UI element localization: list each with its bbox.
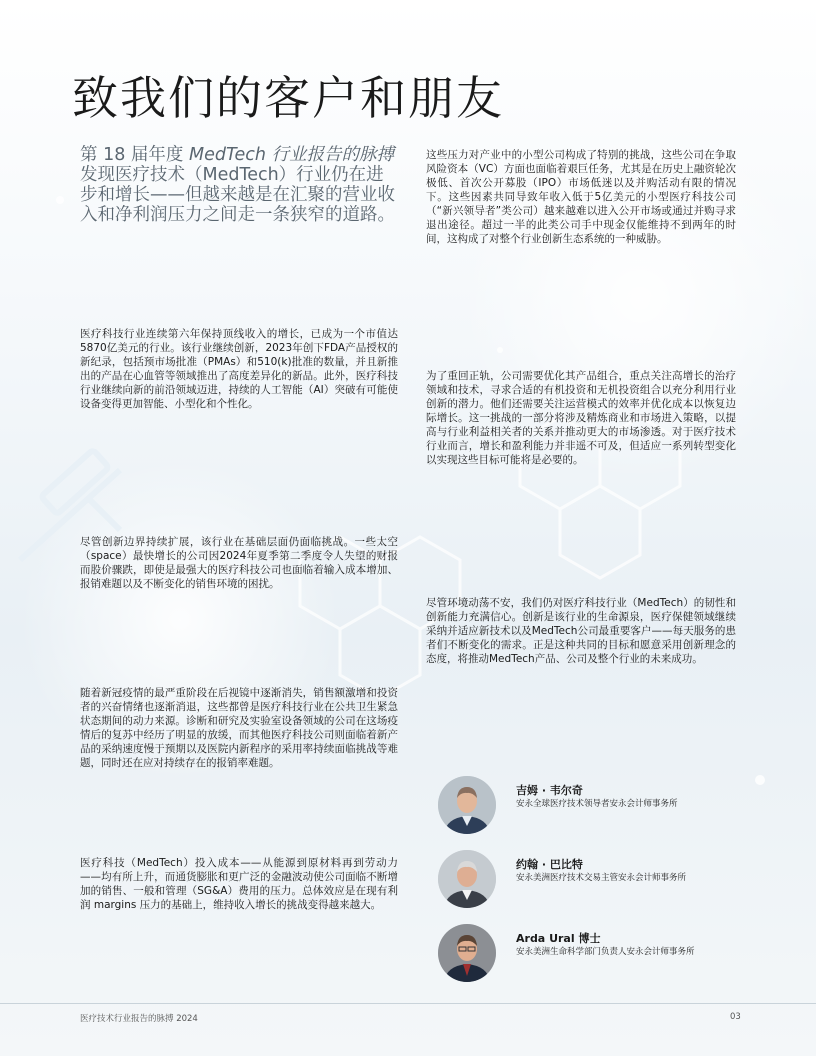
avatar [438, 776, 496, 834]
intro-text-start: 第 18 届年度 [80, 145, 189, 165]
left-paragraph-3: 随着新冠疫情的最严重阶段在后视镜中逐渐消失，销售额激增和投资者的兴奋情绪也逐渐消退，这些都曾是医疗科技行业在公共卫生紧急状态期间的动力来源。诊断和研究及实验室设备领域的公司在这场疫情后的复苏中经历了明显的放缓，而其他医疗科技公司则面临着新产品的采纳速度慢于预期以及医院内新程序的采用率持续面临挑战等难题，同时还在应对持续存在的报销率难题。 [80, 687, 398, 769]
page-title: 致我们的客户和朋友 [72, 71, 504, 125]
right-paragraph-1: 这些压力对产业中的小型公司构成了特别的挑战，这些公司在争取风险资本（VC）方面也面临着艰巨任务，尤其是在历史上融资轮次极低、首次公开募股（IPO）市场低迷以及并购活动有限的情况下。这些因素共同导致年收入低于5亿美元的小型医疗科技公司（“新兴领导者”类公司）越来越难以进入公开市场或通过并购寻求退出途径。超过一半的此类公司手中现金仅能维持不到两年的时间，这构成了对整个行业创新生态系统的一种威胁。 [426, 149, 736, 245]
right-paragraph-3: 尽管环境动荡不安，我们仍对医疗科技行业（MedTech）的韧性和创新能力充满信心。创新是该行业的生命源泉，医疗保健领域继续采纳并适应新技术以及MedTech公司最重要客户——每天服务的患者们不断变化的需求。正是这种共同的目标和愿意采用创新理念的态度，将推动MedTech产品、公司及整个行业的未来成功。 [426, 597, 736, 665]
footer-report-title: 医疗技术行业报告的脉搏 2024 [80, 1014, 198, 1024]
signatory-name: 吉姆 · 韦尔奇 [516, 784, 583, 797]
signatory-name: Arda Ural 博士 [516, 932, 601, 945]
avatar [438, 924, 496, 982]
intro-paragraph [80, 145, 398, 225]
right-paragraph-2: 为了重回正轨，公司需要优化其产品组合，重点关注高增长的治疗领域和技术，寻求合适的有机投资和无机投资组合以充分利用行业创新的潜力。他们还需要关注运营模式的效率并优化成本以恢复边际增长。这一挑战的一部分将涉及精炼商业和市场进入策略，以提高与行业利益相关者的关系并推动更大的市场渗透。对于医疗技术行业而言，增长和盈利能力并非遥不可及，但适应一系列转型变化以实现这些目标可能将是必要的。 [426, 370, 736, 466]
signatory-name: 约翰 · 巴比特 [516, 858, 583, 871]
signatory-role: 安永全球医疗技术领导者安永会计师事务所 [516, 799, 678, 809]
footer-divider [0, 1003, 816, 1004]
signatory-2 [438, 850, 738, 910]
page-number: 03 [730, 1012, 741, 1022]
left-paragraph-4: 医疗科技（MedTech）投入成本——从能源到原材料再到劳动力——均有所上升，而通货膨胀和更广泛的金融波动使公司面临不断增加的销售、一般和管理（SG&A）费用的压力。总体效应是在现有利润 margins 压力的基础上，维持收入增长的挑战变得越来越大。 [80, 857, 398, 911]
signatory-3 [438, 924, 738, 984]
left-paragraph-2: 尽管创新边界持续扩展，该行业在基础层面仍面临挑战。一些太空（space）最快增长的公司因2024年夏季第二季度令人失望的财报而股价骤跌，即使是最强大的医疗科技公司也面临着输入成本增加、报销难题以及不断变化的销售环境的困扰。 [80, 536, 398, 590]
signatory-1 [438, 776, 738, 836]
avatar [438, 850, 496, 908]
signatory-role: 安永美洲生命科学部门负责人安永会计师事务所 [516, 947, 695, 957]
signatory-role: 安永美洲医疗技术交易主管安永会计师事务所 [516, 873, 687, 883]
left-paragraph-1: 医疗科技行业连续第六年保持顶线收入的增长，已成为一个市值达5870亿美元的行业。该行业继续创新，2023年创下FDA产品授权的新纪录，包括预市场批准（PMAs）和510(k)批准的数量，并且新推出的产品在心血管等领域推出了高度差异化的新品。此外，医疗科技行业继续向新的前沿领域迈进，持续的人工智能（AI）突破有可能使设备变得更加智能、小型化和个性化。 [80, 328, 398, 410]
intro-report-title: MedTech 行业报告的脉搏 [188, 145, 395, 165]
intro-text-end: 发现医疗技术（MedTech）行业仍在进步和增长——但越来越是在汇聚的营业收入和净利润压力之间走一条狭窄的道路。 [80, 165, 395, 225]
